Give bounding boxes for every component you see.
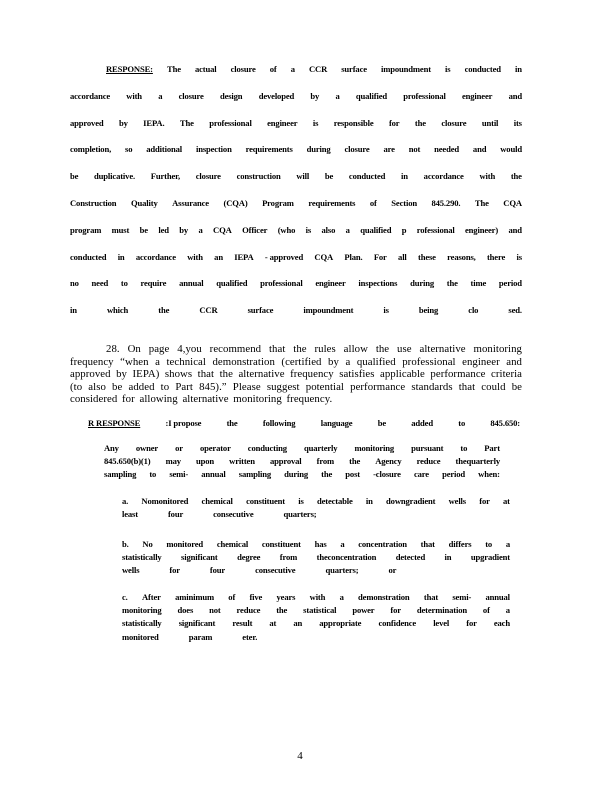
word: the (321, 469, 333, 480)
text-line (122, 496, 510, 509)
text-line (70, 278, 522, 305)
word: least (122, 509, 138, 520)
word: quarters; (283, 509, 317, 520)
word: (who (277, 224, 296, 235)
word: for (388, 117, 400, 128)
word: reduce (416, 456, 441, 467)
word: impoundment (381, 64, 431, 74)
word: in (401, 171, 408, 182)
word: closure (441, 117, 467, 128)
word: a (505, 539, 510, 549)
word: demonstration (358, 592, 410, 602)
word: consecutive (255, 565, 296, 576)
word: to (149, 469, 157, 480)
word: not (209, 605, 221, 616)
word: all (398, 251, 407, 262)
word: annual (179, 278, 204, 289)
text-line (70, 305, 522, 332)
word: thequarterly (455, 456, 500, 467)
word: p (401, 224, 407, 235)
word: by (179, 224, 189, 235)
word: is (383, 305, 389, 316)
word: of (369, 197, 377, 208)
word: chemical (201, 496, 233, 506)
word: construction (236, 171, 281, 182)
word: a (339, 592, 344, 602)
word: completion, (70, 144, 112, 155)
word: being (418, 305, 439, 316)
text-line (122, 509, 510, 522)
word: monitored (166, 539, 204, 549)
word: (CQA) (223, 197, 248, 208)
word: qualified (360, 224, 392, 235)
word: statistically (122, 552, 162, 563)
word: wells (448, 496, 466, 506)
text-line (70, 144, 522, 171)
word: are (383, 144, 395, 155)
word: R RESPONSE (88, 418, 141, 428)
word: additional (146, 144, 183, 155)
word: by (118, 117, 128, 128)
word: Construction (70, 197, 117, 208)
word: a (158, 90, 163, 101)
word: from (316, 456, 335, 467)
word: monitored (122, 631, 159, 642)
word: sampling (238, 469, 272, 480)
word: approved (70, 117, 104, 128)
word: surface (247, 305, 274, 316)
word: need (91, 278, 109, 289)
word: concentration (358, 539, 407, 549)
word: engineer (267, 117, 298, 128)
text-line (70, 171, 522, 198)
word: in (117, 251, 125, 262)
word: actual (194, 64, 217, 74)
word: Quality (130, 197, 158, 208)
text-line (122, 632, 510, 645)
word: closure (195, 171, 221, 182)
word: engineer (315, 278, 346, 289)
word: a (505, 605, 510, 616)
word: responsible (333, 117, 374, 128)
word: which (106, 305, 129, 316)
word: clo (468, 305, 479, 316)
criterion-c (122, 592, 510, 645)
word: of (269, 64, 277, 74)
word: with (309, 592, 326, 602)
word: in (515, 64, 522, 74)
proposed-language-block (104, 443, 500, 483)
word: conducting (247, 443, 287, 453)
word: theconcentration (316, 552, 377, 563)
word: Part (484, 443, 500, 453)
word: CQA (314, 251, 334, 262)
word: professional (260, 278, 303, 289)
word: an (293, 618, 303, 629)
text-line (70, 64, 522, 91)
word: appropriate (319, 618, 362, 629)
text-line (122, 552, 510, 565)
word: degree (237, 552, 261, 563)
word: semi- (169, 469, 189, 480)
word: care (413, 469, 429, 480)
word: Officer (242, 224, 268, 235)
word: may (165, 456, 181, 467)
word: engineer (461, 90, 493, 101)
word: until (481, 117, 499, 128)
word: reasons, (447, 251, 476, 262)
text-line (122, 592, 510, 605)
word: during (284, 469, 309, 480)
word: five (249, 592, 263, 602)
word: to (485, 539, 493, 549)
word: be (324, 171, 334, 182)
word: during (410, 278, 435, 289)
word: confidence (378, 618, 417, 629)
word: and (472, 144, 487, 155)
word: by (310, 90, 320, 101)
word: in (365, 496, 373, 506)
word: sed. (508, 305, 522, 316)
word: result (232, 618, 253, 629)
word: when: (478, 469, 500, 480)
word: in (444, 552, 452, 563)
page-number: 4 (297, 750, 303, 762)
word: Section (391, 197, 417, 208)
word: conducted (70, 251, 107, 262)
question-text: On page 4,you recommend that the rules allow the use alternative monitoring frequency “when a technical demonstration (certified by a qualified professional engineer and approved by IEPA) shows that the alternative frequency satisfies applicable performance criteria (to also be added to Part 845).” Please suggest potential performance standards that could be considered for allowing alternative monitoring frequency. (70, 343, 522, 406)
word: significant (181, 552, 218, 563)
word: requirements (308, 197, 356, 208)
word: wells (122, 565, 140, 576)
word: at (269, 618, 277, 629)
word: a (290, 64, 295, 74)
response-block-1 (70, 64, 522, 332)
word: period (442, 469, 466, 480)
text-line (122, 618, 510, 631)
word: The (166, 64, 181, 74)
word: The (474, 197, 489, 208)
word: not (408, 144, 421, 155)
word: or (388, 565, 397, 576)
word: For (373, 251, 387, 262)
word: no (70, 278, 79, 289)
word: each (493, 618, 510, 629)
word: accordance (70, 90, 111, 101)
word: constituent (261, 539, 301, 549)
word: owner (135, 443, 159, 453)
word: statistically (122, 618, 162, 629)
word: The (179, 117, 194, 128)
word: accordance (135, 251, 176, 262)
word: Program (262, 197, 294, 208)
word: accordance (423, 171, 464, 182)
word: with (479, 171, 496, 182)
text-line (70, 91, 522, 118)
text-line (70, 118, 522, 145)
text-line (104, 469, 500, 482)
word: 845.650(b)(1) (104, 456, 151, 467)
word: from (279, 552, 298, 563)
word: to (458, 418, 466, 428)
word: requirements (245, 144, 293, 155)
word: approval (269, 456, 302, 467)
word: the (414, 117, 426, 128)
word: of (482, 605, 490, 616)
word: annual (485, 592, 510, 602)
word: four (209, 565, 226, 576)
word: that (423, 592, 439, 602)
word: and (508, 224, 522, 235)
word: has (314, 539, 327, 549)
word: statistical (303, 605, 337, 616)
word: semi- (452, 592, 472, 602)
word: is (298, 496, 304, 506)
word: conducted (348, 171, 386, 182)
word: also (321, 224, 336, 235)
word: 845.650: (490, 418, 520, 428)
word: CQA (503, 197, 522, 208)
word: language (320, 418, 353, 428)
word: that (420, 539, 435, 549)
criterion-a (122, 496, 510, 522)
word: chemical (216, 539, 249, 549)
word: the (510, 171, 522, 182)
word: following (262, 418, 296, 428)
word: is (312, 117, 319, 128)
word: Nomonitored (141, 496, 189, 506)
word: a (345, 224, 350, 235)
word: significant (178, 618, 216, 629)
word: period (498, 278, 522, 289)
word: for (466, 618, 477, 629)
word: the (349, 456, 361, 467)
word: rofessional (416, 224, 455, 235)
word: inspection (195, 144, 232, 155)
word: IEPA. (143, 117, 165, 128)
word: IEPA (234, 251, 254, 262)
word: operator (199, 443, 231, 453)
word: - approved (264, 251, 304, 262)
word: or (175, 443, 183, 453)
word: b. (122, 539, 129, 549)
word: to (120, 278, 128, 289)
word: detected (395, 552, 426, 563)
word: is (445, 64, 451, 74)
word: these (417, 251, 436, 262)
text-line (70, 198, 522, 225)
word: be (377, 418, 387, 428)
word: years (276, 592, 296, 602)
word: be (139, 224, 148, 235)
word: constituent (246, 496, 285, 506)
word: so (125, 144, 133, 155)
word: the (276, 605, 288, 616)
word: reduce (236, 605, 261, 616)
word: time (470, 278, 487, 289)
word: four (167, 509, 184, 520)
word: monitoring (354, 443, 395, 453)
word: led (158, 224, 169, 235)
word: After (141, 592, 161, 602)
response-block-2 (88, 418, 520, 434)
word: RESPONSE: (106, 64, 153, 74)
word: will (296, 171, 310, 182)
word: inspections (358, 278, 398, 289)
word: a (335, 90, 340, 101)
word: detectable (316, 496, 353, 506)
word: 845.290. (431, 197, 461, 208)
word: a (340, 539, 345, 549)
word: the (446, 278, 458, 289)
word: CQA (213, 224, 232, 235)
word: with (187, 251, 203, 262)
word: must (111, 224, 130, 235)
word: its (513, 117, 522, 128)
word: differs (448, 539, 472, 549)
word: quarterly (303, 443, 338, 453)
text-line (70, 225, 522, 252)
word: annual (201, 469, 226, 480)
word: duplicative. (94, 171, 135, 182)
word: program (70, 224, 102, 235)
word: an (214, 251, 223, 262)
word: professional (209, 117, 252, 128)
word: a (198, 224, 203, 235)
word: quarters; (325, 565, 359, 576)
word: for (169, 565, 180, 576)
word: sampling (104, 469, 137, 480)
criterion-b (122, 539, 510, 579)
word: in (70, 305, 77, 316)
word: determination (416, 605, 467, 616)
word: and (508, 90, 522, 101)
word: conducted (464, 64, 501, 74)
text-line (122, 539, 510, 552)
word: a. (122, 496, 129, 506)
word: of (228, 592, 236, 602)
word: -closure (373, 469, 401, 480)
word: closure (178, 90, 204, 101)
word: developed (258, 90, 295, 101)
word: surface (341, 64, 367, 74)
text-line (70, 252, 522, 279)
word: during (306, 144, 331, 155)
word: written (229, 456, 255, 467)
word: is (516, 251, 522, 262)
word: for (390, 605, 401, 616)
question-number: 28. (106, 343, 120, 355)
text-line (122, 605, 510, 618)
word: Assurance (172, 197, 209, 208)
word: require (140, 278, 167, 289)
word: the (226, 418, 238, 428)
word: design (219, 90, 243, 101)
word: Agency (375, 456, 402, 467)
word: qualified (355, 90, 387, 101)
word: upgradient (470, 552, 510, 563)
word: CCR (199, 305, 218, 316)
word: the (158, 305, 170, 316)
word: to (460, 443, 468, 453)
word: level (433, 618, 450, 629)
word: added (411, 418, 433, 428)
word: does (177, 605, 194, 616)
text-line (88, 418, 520, 434)
text-line (104, 443, 500, 456)
word: No (142, 539, 153, 549)
word: :I propose (165, 418, 202, 428)
word: for (479, 496, 490, 506)
word: there (486, 251, 506, 262)
word: consecutive (213, 509, 254, 520)
word: needed (434, 144, 459, 155)
word: c. (122, 592, 128, 602)
word: Any (104, 443, 119, 453)
word: upon (196, 456, 215, 467)
word: with (126, 90, 142, 101)
text-line (122, 565, 510, 578)
word: impoundment (303, 305, 354, 316)
word: Plan. (344, 251, 363, 262)
word: closure (344, 144, 370, 155)
word: param (188, 631, 213, 642)
word: monitoring (122, 605, 162, 616)
word: closure (230, 64, 256, 74)
word: CCR (308, 64, 328, 74)
word: pursuant (411, 443, 444, 453)
word: engineer) (465, 224, 499, 235)
word: qualified (216, 278, 248, 289)
question-28-paragraph (70, 343, 522, 406)
word: aminimum (175, 592, 214, 602)
word: would (500, 144, 522, 155)
word: post (345, 469, 360, 480)
word: downgradient (386, 496, 436, 506)
word: is (305, 224, 312, 235)
word: at (503, 496, 510, 506)
word: professional (403, 90, 446, 101)
word: eter. (242, 631, 258, 642)
word: Further, (150, 171, 181, 182)
word: power (352, 605, 375, 616)
word: be (70, 171, 79, 182)
text-line (104, 456, 500, 469)
